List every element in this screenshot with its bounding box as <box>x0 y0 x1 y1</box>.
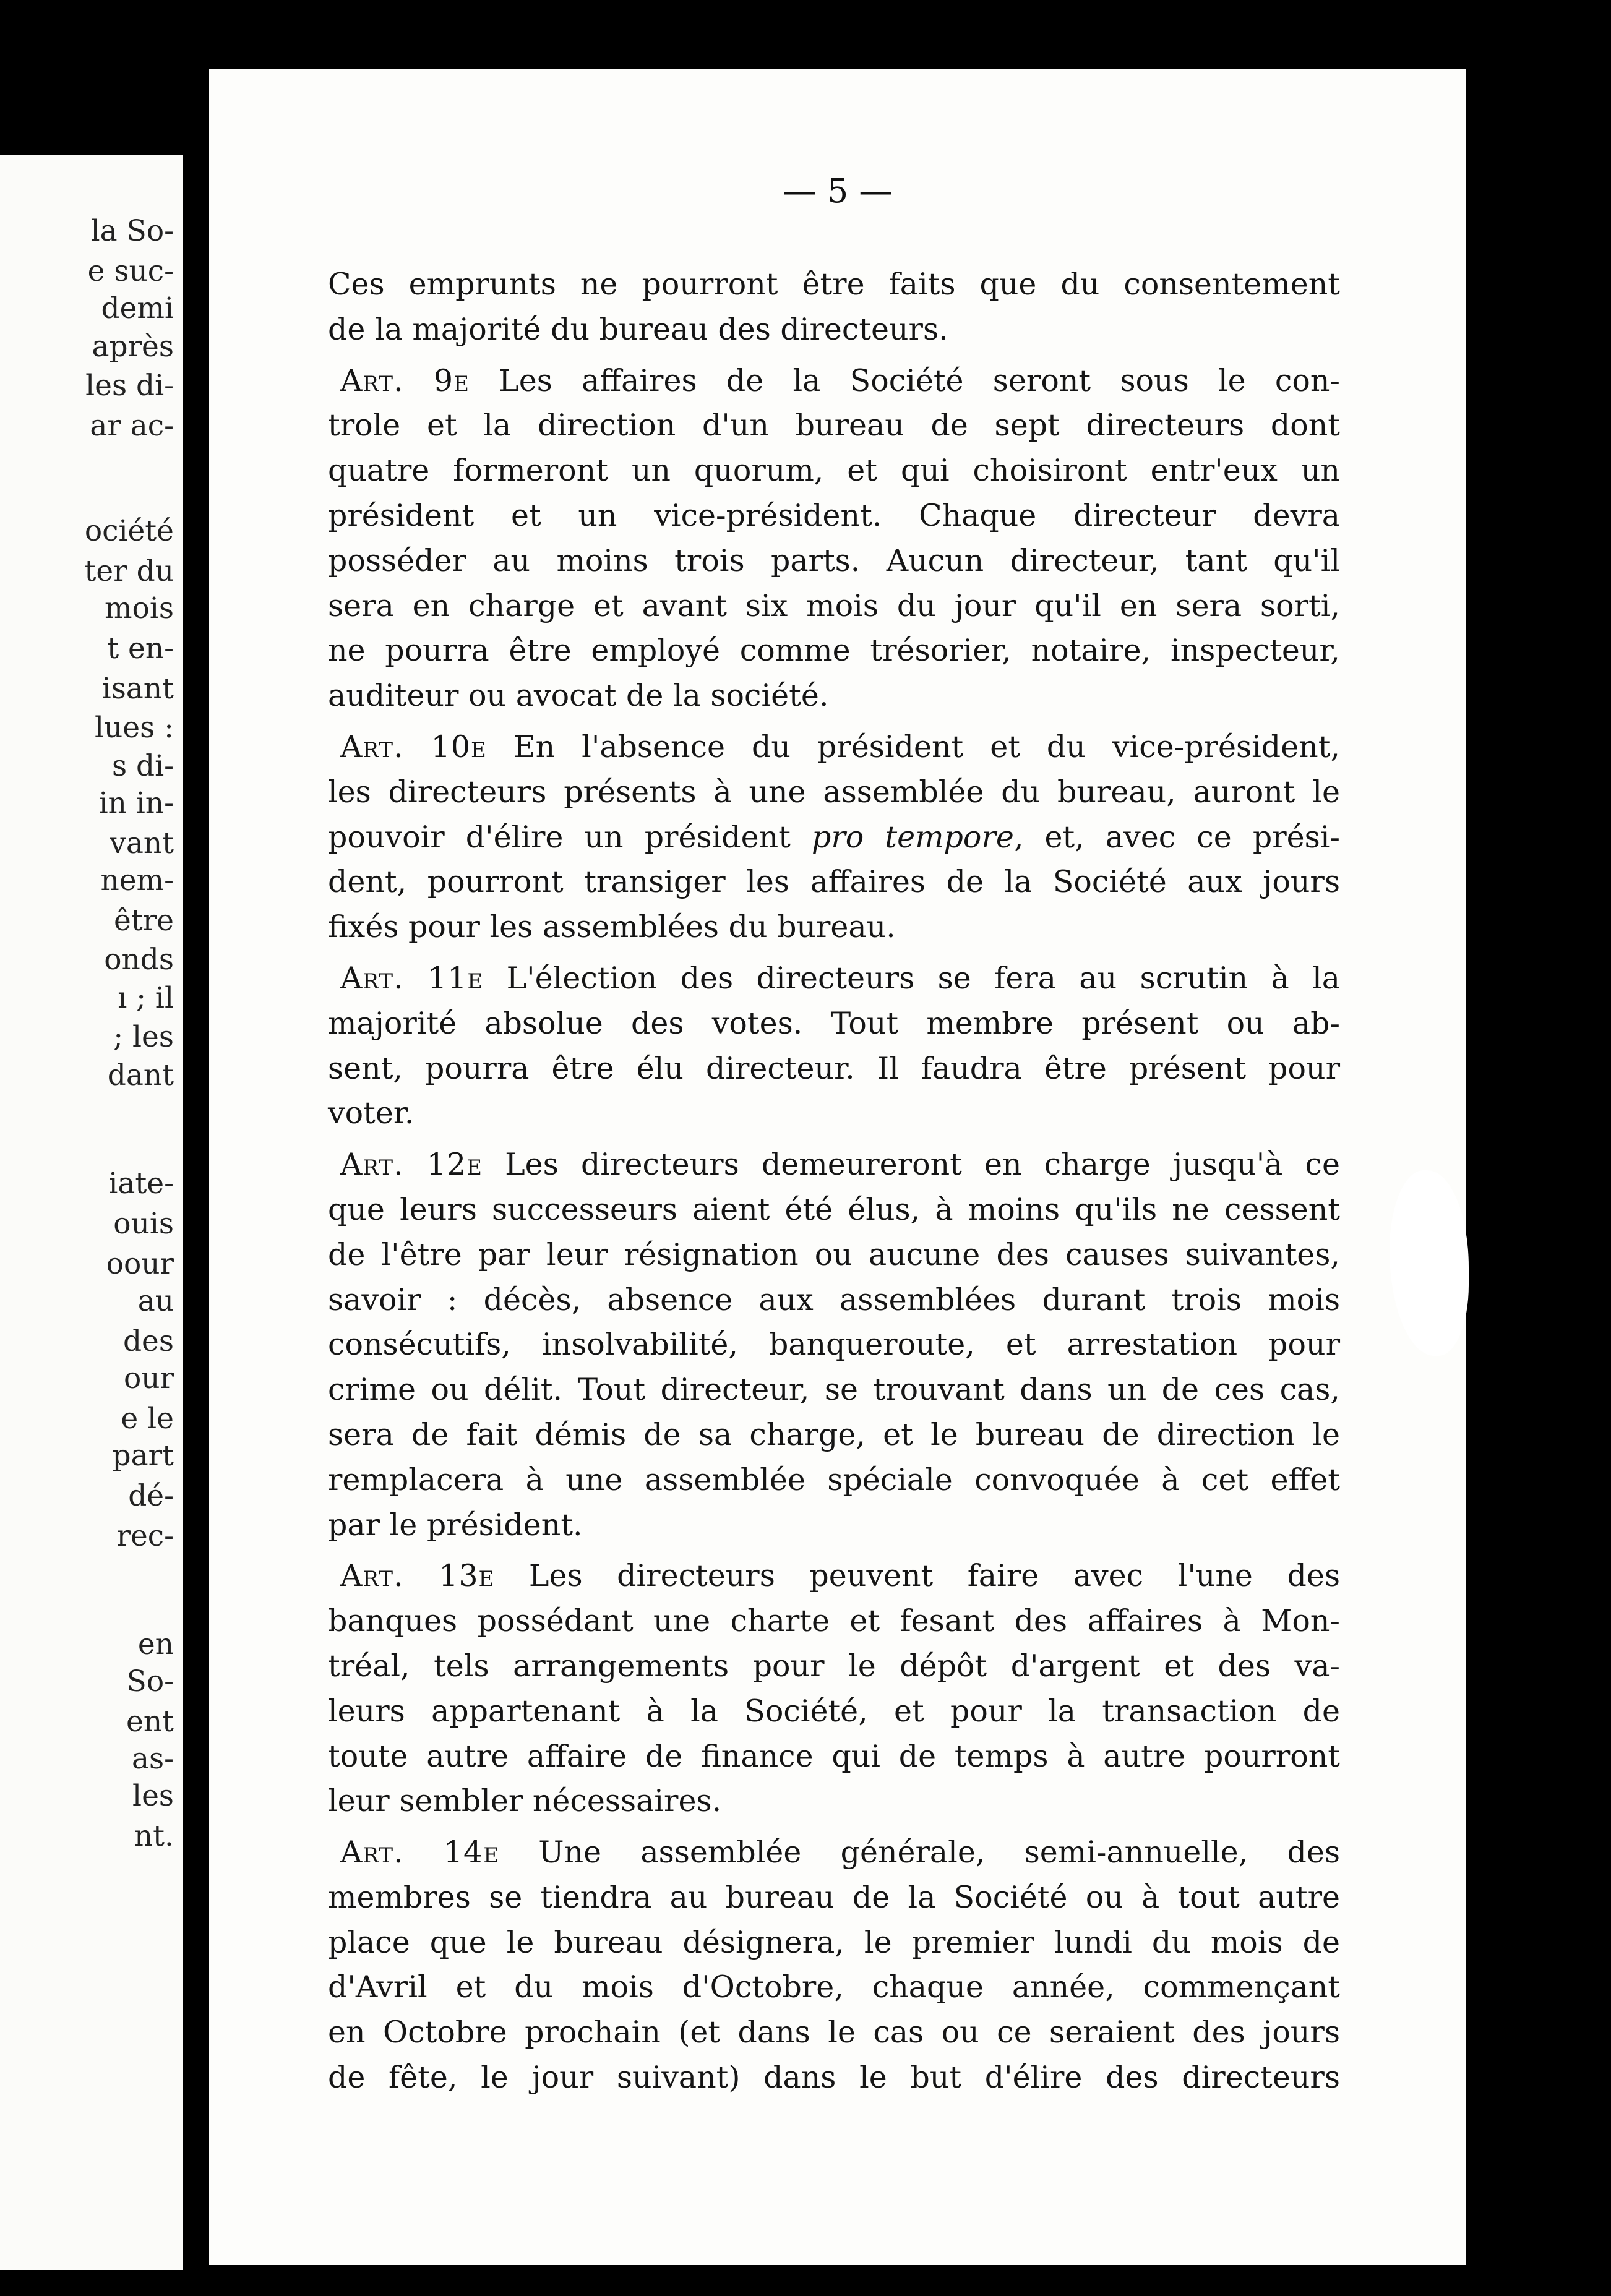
line-text: Les directeurs peuvent faire avec l'une des <box>494 1558 1340 1594</box>
left-page-line: des <box>122 1324 174 1358</box>
line-text: quatre formeront un quorum, et qui choisiront entr'eux un <box>328 453 1340 489</box>
text-line <box>328 725 1340 770</box>
line-text: auditeur ou avocat de la société. <box>328 678 829 714</box>
left-page-line: mois <box>104 591 174 625</box>
left-page-line: après <box>92 330 174 364</box>
left-page-line: e le <box>121 1402 174 1436</box>
text-line <box>328 403 1340 448</box>
text-line <box>328 1322 1340 1368</box>
line-text: toute autre affaire de finance qui de temps à autre pourront <box>328 1738 1340 1774</box>
line-text: place que le bureau désignera, le premier lundi du mois de <box>328 1924 1340 1960</box>
line-text: sera en charge et avant six mois du jour qu'il en sera sorti, <box>328 588 1340 623</box>
line-text: Les affaires de la Société seront sous le con- <box>469 362 1340 398</box>
previous-page-fragment <box>0 155 183 2270</box>
line-text: En l'absence du président et du vice-président, <box>486 729 1340 765</box>
scan-damage-mark <box>1390 1170 1469 1356</box>
text-line <box>328 307 1340 353</box>
left-page-line: t en- <box>107 632 174 666</box>
text-line <box>328 770 1340 815</box>
left-page-line: s di- <box>111 749 174 783</box>
left-page-line: ent <box>126 1705 174 1739</box>
text-line <box>328 494 1340 539</box>
text-line <box>328 539 1340 584</box>
text-line <box>328 628 1340 674</box>
line-text: de fête, le jour suivant) dans le but d'élire des directeurs <box>328 2060 1340 2096</box>
left-page-line: vant <box>110 826 174 860</box>
left-page-line: dé- <box>128 1479 174 1513</box>
left-page-line: ar ac- <box>90 409 174 443</box>
line-text: de l'être par leur résignation ou aucune des causes suivantes, <box>328 1236 1340 1272</box>
line-text: de la majorité du bureau des directeurs. <box>328 311 948 347</box>
left-page-line: en <box>137 1627 174 1661</box>
left-page-line: part <box>112 1439 174 1473</box>
article-number: Art. 14e <box>340 1835 500 1870</box>
left-page-line: nt. <box>134 1819 174 1853</box>
line-text: Une assemblée générale, semi-annuelle, des <box>499 1835 1340 1870</box>
left-page-line: être <box>114 904 174 938</box>
text-line <box>328 1001 1340 1047</box>
text-line <box>328 1875 1340 1921</box>
text-line <box>328 1142 1340 1188</box>
line-text: savoir : décès, absence aux assemblées durant trois mois <box>328 1282 1340 1317</box>
line-text: que leurs successeurs aient été élus, à moins qu'ils ne cessent <box>328 1191 1340 1227</box>
left-page-line: isant <box>101 672 174 706</box>
line-text: les directeurs présents à une assemblée du bureau, auront le <box>328 774 1340 810</box>
left-page-line: ı ; il <box>118 981 174 1015</box>
line-text: sera de fait démis de sa charge, et le bureau de direction le <box>328 1416 1340 1452</box>
line-text: L'élection des directeurs se fera au scrutin à la <box>483 960 1340 996</box>
left-page-line: au <box>137 1284 174 1318</box>
text-line <box>328 1644 1340 1689</box>
line-text: président et un vice-président. Chaque directeur devra <box>328 497 1340 533</box>
line-text: banques possédant une charte et fesant des affaires à Mon- <box>328 1603 1340 1639</box>
left-page-line: e suc- <box>87 254 174 288</box>
text-line <box>328 956 1340 1001</box>
text-line <box>328 1413 1340 1458</box>
line-text: en Octobre prochain (et dans le cas ou ce seraient des jours <box>328 2015 1340 2050</box>
line-text: trole et la direction d'un bureau de sept directeurs dont <box>328 408 1340 443</box>
line-text: majorité absolue des votes. Tout membre présent ou ab- <box>328 1005 1340 1041</box>
left-page-line: demi <box>101 291 174 325</box>
left-page-line: les <box>132 1779 174 1813</box>
text-line <box>328 2055 1340 2101</box>
body-text <box>328 262 1340 2101</box>
left-page-line: dant <box>107 1058 174 1092</box>
line-text: sent, pourra être élu directeur. Il faudra être présent pour <box>328 1050 1340 1086</box>
article-number: Art. 12e <box>340 1147 483 1183</box>
left-page-line: ter du <box>84 554 174 588</box>
left-page-line: rec- <box>116 1519 174 1553</box>
line-text: pouvoir d'élire un président pro tempore, et, avec ce prési- <box>328 819 1340 855</box>
line-text: Les directeurs demeureront en charge jusqu'à ce <box>482 1147 1341 1183</box>
text-line <box>328 1091 1340 1136</box>
left-page-line: our <box>123 1361 174 1395</box>
left-page-line: So- <box>126 1664 174 1698</box>
text-line <box>328 1965 1340 2010</box>
text-line <box>328 905 1340 950</box>
line-text: leurs appartenant à la Société, et pour la transaction de <box>328 1693 1340 1729</box>
left-page-line: ociété <box>84 514 174 548</box>
page-number: — 5 — <box>783 171 893 210</box>
left-page-line: as- <box>131 1742 174 1776</box>
line-text: tréal, tels arrangements pour le dépôt d'argent et des va- <box>328 1648 1340 1684</box>
line-text: dent, pourront transiger les affaires de la Société aux jours <box>328 864 1340 900</box>
text-line <box>328 1458 1340 1503</box>
text-line <box>328 1368 1340 1413</box>
text-line <box>328 262 1340 307</box>
line-text: consécutifs, insolvabilité, banqueroute, et arrestation pour <box>328 1327 1340 1363</box>
left-page-line: nem- <box>100 863 174 897</box>
line-text: leur sembler nécessaires. <box>328 1783 722 1819</box>
document-page <box>209 69 1466 2265</box>
text-line <box>328 1599 1340 1644</box>
text-line <box>328 1278 1340 1323</box>
line-text: membres se tiendra au bureau de la Société ou à tout autre <box>328 1879 1340 1915</box>
left-page-line: ouis <box>113 1207 174 1241</box>
left-page-line: iate- <box>108 1167 174 1201</box>
left-page-line: la So- <box>90 214 174 248</box>
text-line <box>328 1554 1340 1599</box>
article-number: Art. 11e <box>340 960 484 996</box>
text-line <box>328 1734 1340 1780</box>
left-page-line: onds <box>104 943 174 977</box>
text-line <box>328 1503 1340 1548</box>
text-line <box>328 815 1340 860</box>
text-line <box>328 1921 1340 1966</box>
left-page-line: les di- <box>85 369 174 403</box>
line-text: par le président. <box>328 1507 583 1543</box>
left-page-line: ; les <box>113 1020 174 1054</box>
text-line <box>328 448 1340 494</box>
text-line <box>328 674 1340 719</box>
text-line <box>328 1779 1340 1824</box>
line-text: posséder au moins trois parts. Aucun directeur, tant qu'il <box>328 542 1340 578</box>
line-text: ne pourra être employé comme trésorier, notaire, inspecteur, <box>328 633 1340 669</box>
text-line <box>328 1233 1340 1278</box>
article-number: Art. 9e <box>340 362 470 398</box>
text-line <box>328 1047 1340 1092</box>
left-page-line: in in- <box>98 786 174 820</box>
line-text: d'Avril et du mois d'Octobre, chaque année, commençant <box>328 1969 1340 2005</box>
line-text: remplacera à une assemblée spéciale convoquée à cet effet <box>328 1462 1340 1497</box>
text-line <box>328 1188 1340 1233</box>
line-text: Ces emprunts ne pourront être faits que du consentement <box>328 267 1340 302</box>
left-page-line: lues : <box>94 711 174 745</box>
text-line <box>328 359 1340 404</box>
text-line <box>328 2010 1340 2055</box>
line-text: crime ou délit. Tout directeur, se trouvant dans un de ces cas, <box>328 1372 1340 1408</box>
text-line <box>328 584 1340 629</box>
text-line <box>328 860 1340 905</box>
text-line <box>328 1689 1340 1734</box>
text-line <box>328 1830 1340 1875</box>
line-text: fixés pour les assemblées du bureau. <box>328 909 896 945</box>
left-page-line: oour <box>106 1247 174 1281</box>
article-number: Art. 13e <box>340 1558 495 1594</box>
article-number: Art. 10e <box>340 729 487 765</box>
line-text: voter. <box>328 1095 415 1131</box>
